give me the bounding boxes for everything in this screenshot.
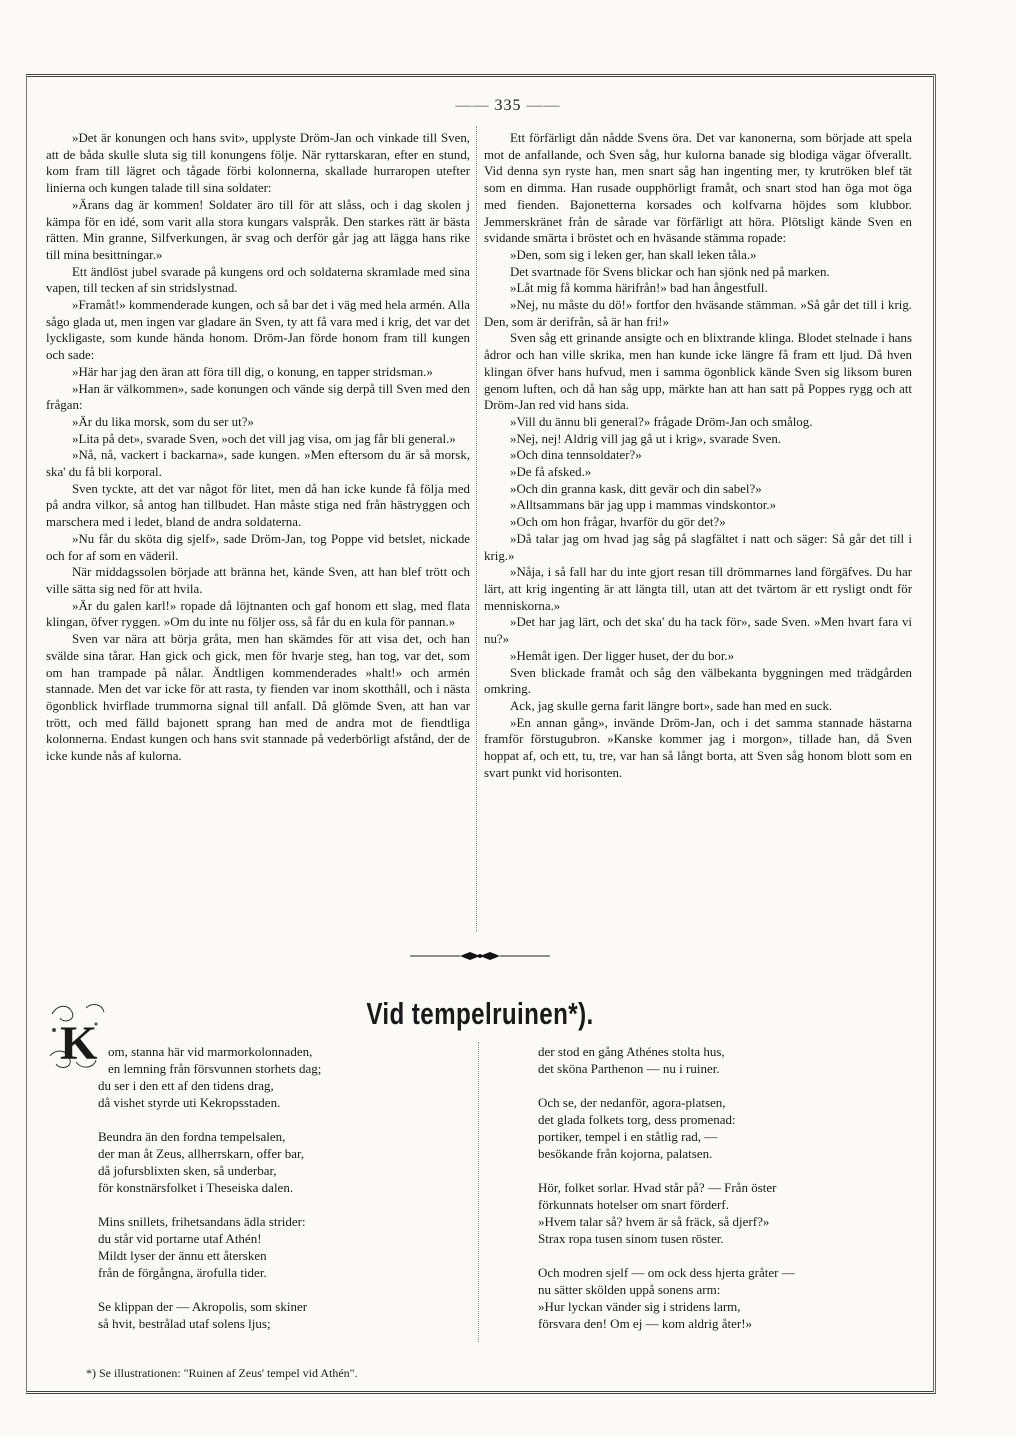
poem-column-divider — [478, 1042, 479, 1342]
paragraph: »De få afsked.» — [510, 465, 592, 480]
verse-line: Och modren sjelf — om ock dess hjerta gråter — — [538, 1265, 795, 1280]
verse-line: du står vid portarne utaf Athén! — [98, 1231, 262, 1246]
paragraph: »Och dina tennsoldater?» — [510, 448, 642, 463]
paragraph: »Hemåt igen. Der ligger huset, der du bor.» — [510, 648, 735, 663]
verse-line: portiker, tempel i en ståtlig rad, — — [538, 1129, 718, 1144]
section-ornament-icon — [400, 946, 560, 966]
paragraph: Det svartnade för Svens blickar och han sjönk ned på marken. — [510, 264, 830, 279]
verse-line: Beundra än den fordna tempelsalen, — [98, 1129, 286, 1144]
footnote: *) Se illustrationen: "Ruinen af Zeus' tempel vid Athén". — [86, 1366, 358, 1380]
paragraph: Ett förfärligt dån nådde Svens öra. Det var kanonerna, som började att spela mot de anfallande, och Sven såg, hur kulorna banade sig blodiga vägar öfverallt. Vid denna syn ryste han, men snart såg han ingenting mer, ty krutröken blef tät som en dimma. Han rusade oupphörligt framåt, och snart stod han öga mot öga med fienden. Bajonetterna korsades och kolfvarna höjdes som klubbor. Jemmerskränet från de sårade var förfärligt att höra. Plötsligt kände Sven en svidande smärta i bröstet och en hväsande stämma ropade: — [484, 131, 912, 246]
stanza — [98, 1128, 478, 1196]
verse-line: du ser i den ett af den tidens drag, — [98, 1078, 274, 1093]
verse-line: för konstnärsfolket i Theseiska dalen. — [98, 1180, 294, 1195]
paragraph: »En annan gång», invände Dröm-Jan, och i det samma stannade hästarna framför förstugubron. »Kanske kommer jag i morgon», tillade han, då Sven hoppat af, och ett, tu, tre, var han så långt borta, att Sven såg honom blott som en svart punkt vid horisonten. — [484, 715, 912, 780]
paragraph: »Ärans dag är kommen! Soldater äro till för att slåss, och i dag skolen j kämpa för en idé, som varit alla stora kungars valspråk. Den starkes rätt är bästa rätten. Min granne, Silfverkungen, är svag och derför går jag att lägga hans rike till mina besittningar.» — [46, 197, 470, 262]
paragraph: »Nåja, i så fall har du inte gjort resan till drömmarnes land förgäfves. Du har lärt, att krig ingenting är att längta till, utan att det tvärtom är ett rysligt ondt för menniskorna.» — [484, 565, 912, 613]
verse-line: då jofursblixten sken, så underbar, — [98, 1163, 277, 1178]
verse-line: »Hur lyckan vänder sig i stridens larm, — [538, 1299, 741, 1314]
page-number: —— 335 —— — [455, 97, 561, 114]
paragraph: »Den, som sig i leken ger, han skall leken tåla.» — [510, 247, 757, 262]
paragraph: »Låt mig få komma härifrån!» bad han ångestfull. — [510, 281, 768, 296]
paragraph: »Lita på det», svarade Sven, »och det vill jag visa, om jag får bli general.» — [72, 431, 456, 446]
poem-right-column — [538, 1043, 918, 1349]
paragraph: »Är du lika morsk, som du ser ut?» — [72, 414, 254, 429]
paragraph: »Nå, nå, vackert i backarna», sade kungen. »Men eftersom du är så morsk, ska' du få bli korporal. — [46, 448, 470, 480]
paragraph: »Då talar jag om hvad jag såg på slagfältet i natt och säger: Så går det till i krig.» — [484, 531, 912, 563]
verse-line: det sköna Parthenon — nu i ruiner. — [538, 1061, 720, 1076]
stanza — [538, 1094, 918, 1162]
verse-line: försvara den! Om ej — kom aldrig åter!» — [538, 1316, 753, 1331]
verse-line: Se klippan der — Akropolis, som skiner — [98, 1299, 308, 1314]
paragraph: »Nu får du sköta dig sjelf», sade Dröm-Jan, tog Poppe vid betslet, nickade och for af som en väderil. — [46, 531, 470, 563]
poem-title: Vid tempelruinen*). — [366, 996, 594, 1031]
paragraph: »Och om hon frågar, hvarför du gör det?» — [510, 515, 726, 530]
verse-line: då vishet styrde uti Kekropsstaden. — [98, 1095, 281, 1110]
paragraph: När middagssolen började att bränna het, kände Sven, att han blef trött och ville sätta sig ned för att hvila. — [46, 565, 470, 596]
paragraph: Ack, jag skulle gerna farit längre bort», sade han med en suck. — [510, 698, 833, 713]
stanza — [98, 1213, 478, 1281]
paragraph: »Vill du ännu bli general?» frågade Dröm-Jan och smålog. — [510, 414, 813, 429]
paragraph: »Alltsammans bär jag upp i mammas vindskontor.» — [510, 498, 777, 513]
paragraph: »Här har jag den äran att föra till dig, o konung, en tapper stridsman.» — [72, 364, 433, 379]
paragraph: Sven tyckte, att det var något för litet, men då han icke kunde få följa med på andra vilkor, så antog han tillbudet. Han måste stiga ned från hästryggen och marschera med i ledet, bland de andra soldaterna. — [46, 481, 470, 530]
paragraph: Sven blickade framåt och såg den välbekanta byggningen med trädgården omkring. — [484, 665, 912, 697]
paragraph: Sven såg ett grinande ansigte och en blixtrande klinga. Blodet stelnade i hans ådror och han ville skrika, men han kunde icke längre få fram ett ljud. Då hven klingan öfver hans hufvud, men i samma ögonblick kände Sven sig liksom buren genom luften, och då han såg upp, märkte han att han satt på Poppes rygg och att Dröm-Jan red vid hans sida. — [484, 331, 912, 413]
verse-line: det glada folkets torg, dess promenad: — [538, 1112, 736, 1127]
stanza — [538, 1264, 918, 1332]
verse-line: om, stanna här vid marmorkolonnaden, — [108, 1044, 313, 1059]
column-divider — [476, 126, 477, 932]
paragraph: »Det har jag lärt, och det ska' du ha tack för», sade Sven. »Men hvart fara vi nu?» — [484, 615, 912, 647]
paragraph: »Det är konungen och hans svit», upplyste Dröm-Jan och vinkade till Sven, att de båda skulle sluta sig till konungens följe. När ryttarskaran, efter en stund, kom fram till lägret och tågade förbi kolonnerna, skallade hurraropen utefter linierna och kungen talade till sina soldater: — [46, 131, 470, 196]
story-right-column — [484, 130, 912, 781]
paragraph: Ett ändlöst jubel svarade på kungens ord och soldaterna skramlade med sina vapen, till tecken af sin stridslystnad. — [46, 264, 470, 296]
verse-line: en lemning från försvunnen storhets dag; — [108, 1061, 322, 1076]
paragraph: »Nej, nu måste du dö!» fortfor den hväsande stämman. »Så går det till i krig. Den, som är derifrån, så är han fri!» — [484, 298, 912, 329]
verse-line: der man åt Zeus, allherrskarn, offer bar, — [98, 1146, 305, 1161]
stanza — [538, 1043, 918, 1077]
verse-line: från de förgångna, ärofulla tider. — [98, 1265, 267, 1280]
verse-line: Och se, der nedanför, agora-platsen, — [538, 1095, 726, 1110]
stanza — [98, 1298, 478, 1332]
verse-line: der stod en gång Athénes stolta hus, — [538, 1044, 725, 1059]
verse-line: så hvit, bestrålad utaf solens ljus; — [98, 1316, 271, 1331]
story-left-column — [46, 130, 470, 765]
verse-line: Mildt lyser der ännu ett återsken — [98, 1248, 267, 1263]
verse-line: Strax ropa tusen sinom tusen röster. — [538, 1231, 724, 1246]
verse-line: Mins snillets, frihetsandans ädla strider: — [98, 1214, 306, 1229]
verse-line: besökande från kojorna, palatsen. — [538, 1146, 713, 1161]
verse-line: förkunnats hotelser om snart förderf. — [538, 1197, 729, 1212]
verse-line: nu sätter skölden uppå sonens arm: — [538, 1282, 721, 1297]
paragraph: »Och din granna kask, ditt gevär och din sabel?» — [510, 481, 762, 496]
verse-line: »Hvem talar så? hvem är så fräck, så djerf?» — [538, 1214, 770, 1229]
paragraph: »Han är välkommen», sade konungen och vände sig derpå till Sven med den frågan: — [46, 381, 470, 413]
poem-left-column — [98, 1043, 478, 1349]
stanza — [98, 1043, 478, 1111]
drop-cap: K — [60, 1017, 98, 1070]
paragraph: Sven var nära att börja gråta, men han skämdes för att visa det, och han svälde sina tårar. Han gick och gick, men för hvarje steg, han tog, var det, som om han trampade på nålar. Ändtligen kommenderades »halt!» och armén stannade. Men det var icke för att rasta, ty fienden var inom skotthåll, och i nästa ögonblick hvirflade trummorna signal till anfall. Då glömde Sven, att han var trött, och med fälld bajonett sprang han med de andra mot de fiendtliga kolonnerna. Endast kungen och hans svit stannade på vederbörligt afstånd, der de icke kunde nås af kulorna. — [46, 632, 470, 764]
paragraph: »Är du galen karl!» ropade då löjtnanten och gaf honom ett slag, med flata klingan, öfver ryggen. »Om du inte nu följer oss, så får du en kula för pannan.» — [46, 598, 470, 630]
paragraph: »Nej, nej! Aldrig vill jag gå ut i krig», svarade Sven. — [510, 431, 782, 446]
paragraph: »Framåt!» kommenderade kungen, och så bar det i väg med hela armén. Alla sågo glada ut, men ingen var gladare än Sven, ty att få vara med i krig, det var det lyckligaste, som kunde hända honom. Dröm-Jan förde honom fram till kungen och sade: — [46, 298, 470, 363]
stanza — [538, 1179, 918, 1247]
verse-line: Hör, folket sorlar. Hvad står på? — Från öster — [538, 1180, 777, 1195]
